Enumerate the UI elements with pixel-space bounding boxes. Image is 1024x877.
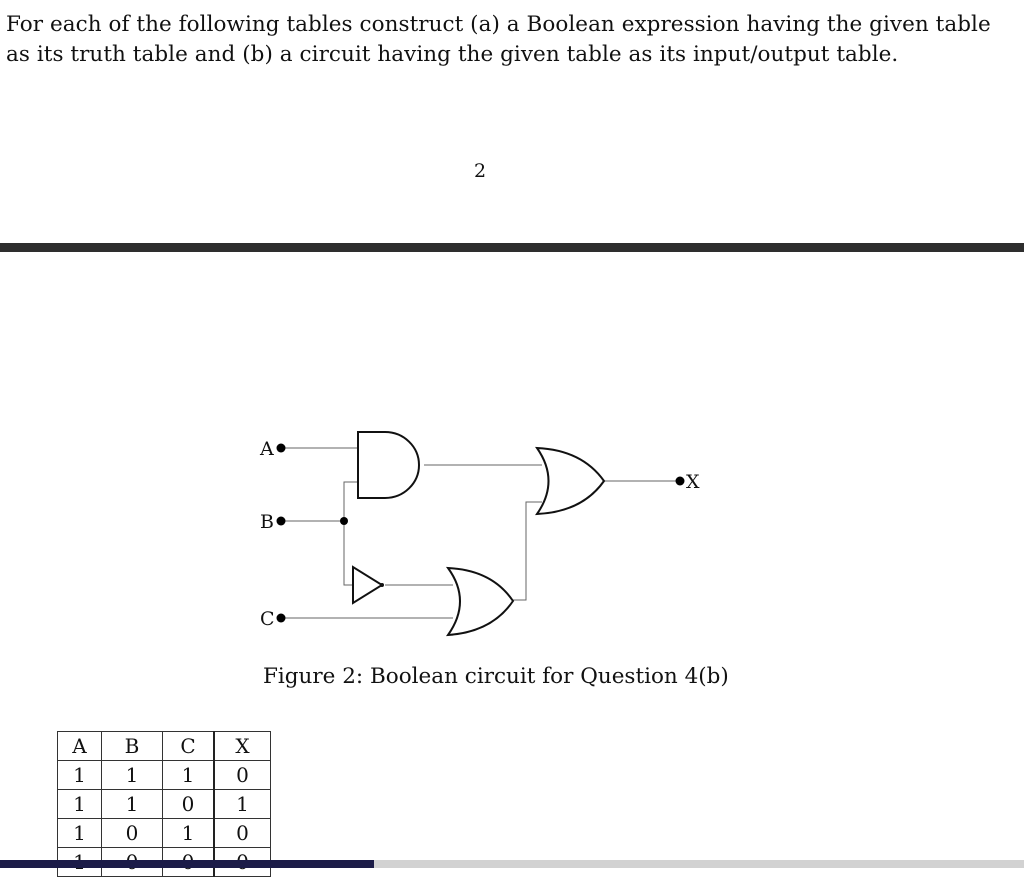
input-c-terminal [277,614,286,623]
or-gate-2 [448,568,513,635]
output-x-label: X [686,471,700,493]
input-a-terminal [277,444,286,453]
truth-table [57,731,271,877]
problem-statement: For each of the following tables construct (a) a Boolean expression having the given table as its truth table and (b) a circuit having the given table as its input/output table. [6,12,991,67]
table-row [58,790,271,819]
table-cell: 1 [163,819,215,848]
wire-b-down [344,521,353,585]
page-divider [0,243,1024,252]
table-cell: 1 [58,761,102,790]
table-cell: 1 [102,790,163,819]
table-cell: 1 [58,819,102,848]
or-gate-1 [537,448,604,514]
table-cell: 1 [214,790,271,819]
header-x: X [214,732,271,761]
and-gate [358,432,419,498]
table-row [58,819,271,848]
bottom-scrollbar[interactable] [0,860,1024,868]
boolean-circuit-diagram [0,252,1024,712]
input-c-label: C [260,608,275,630]
table-cell: 1 [58,790,102,819]
input-b-terminal [277,517,286,526]
input-a-label: A [260,438,274,460]
table-cell: 0 [214,761,271,790]
header-b: B [102,732,163,761]
table-header-row [58,732,271,761]
table-cell: 1 [163,761,215,790]
table-row [58,761,271,790]
table-cell: 0 [214,819,271,848]
table-cell: 0 [163,790,215,819]
output-x-terminal [676,477,685,486]
wire-b-up [344,482,358,521]
header-a: A [58,732,102,761]
junction-dot [340,517,348,525]
input-b-label: B [260,511,274,533]
table-cell: 1 [102,761,163,790]
page-number: 2 [474,160,487,182]
table-cell: 0 [102,819,163,848]
wire-or2-out [513,502,542,600]
not-gate [353,567,382,603]
scrollbar-thumb[interactable] [0,860,374,868]
figure-caption: Figure 2: Boolean circuit for Question 4(b) [263,664,729,689]
not-gate-bubble [380,583,384,587]
header-c: C [163,732,215,761]
